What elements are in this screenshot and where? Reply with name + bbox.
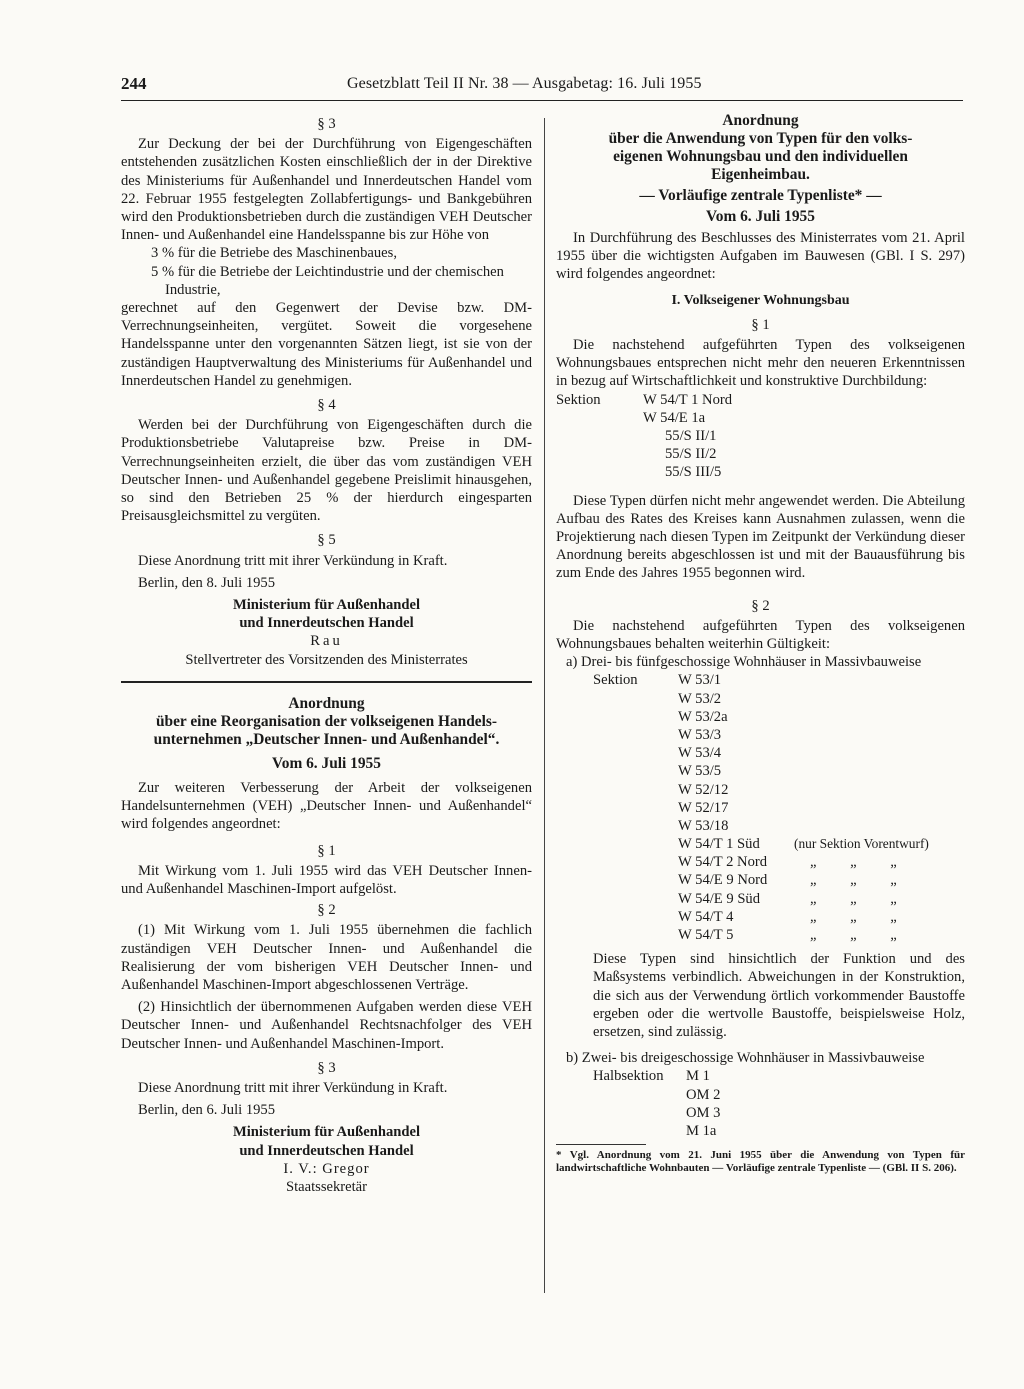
list-item: 5 % für die Betriebe der Leichtindustrie und der chemischen Industrie, <box>151 263 504 298</box>
section-heading: § 2 <box>751 597 770 614</box>
column-divider <box>544 118 545 1293</box>
page-number: 244 <box>121 74 147 93</box>
section-heading: § 1 <box>751 316 770 333</box>
section-divider <box>121 681 532 683</box>
paragraph: (2) Hinsichtlich der übernommenen Aufgaben werden diese VEH Deutscher Innen- und Außenhandel Rechtsnachfolger des VEH Deutscher Innen- und Außenhandel Maschinen-Import. <box>121 999 532 1052</box>
type-entry: 55/S III/5 <box>665 464 722 481</box>
type-note: „ „ „ <box>810 872 897 889</box>
header-rule <box>121 100 963 101</box>
type-list <box>556 671 965 944</box>
type-list <box>556 1067 965 1140</box>
ordinance-date: Vom 6. Juli 1955 <box>706 208 815 225</box>
page-header <box>121 74 964 100</box>
type-entry: W 54/T 5 <box>678 927 734 944</box>
type-entry: W 52/17 <box>678 799 729 816</box>
footnote-rule <box>556 1144 646 1145</box>
type-note: „ „ „ <box>810 854 897 871</box>
type-entry: 55/S II/2 <box>665 446 717 463</box>
type-entry: W 54/T 1 Süd <box>678 836 760 853</box>
signer-title: Stellvertreter des Vorsitzenden des Ministerrates <box>185 651 468 668</box>
section-heading: § 3 <box>317 1059 336 1076</box>
type-entry: W 53/3 <box>678 726 722 743</box>
place-date: Berlin, den 8. Juli 1955 <box>138 574 276 591</box>
list-label: Sektion <box>556 391 601 408</box>
type-entry: W 54/E 9 Nord <box>678 872 768 889</box>
running-title: Gesetzblatt Teil II Nr. 38 — Ausgabetag: 16. Juli 1955 <box>347 75 702 92</box>
type-note: (nur Sektion Vorentwurf) <box>794 836 929 852</box>
signer-name: Rau <box>310 633 343 650</box>
paragraph: Werden bei der Durchführung von Eigengeschäften durch die Produktionsbetriebe Valutapreise bzw. Preise in DM-Verrechnungseinheiten erzielt, die über das vom zuständigen VEH Deutscher Innen- und Außenhandel gegebene Preislimit hinausgehen, so sind den Betrieben 25 % der hierdurch eingesparten Preisausgleichsmittel zu vergüten. <box>121 417 532 525</box>
type-note: „ „ „ <box>810 908 897 925</box>
ordinance-title: über eine Reorganisation der volkseigenen Handels- <box>155 712 498 730</box>
type-entry: W 53/2 <box>678 690 722 707</box>
section-heading: § 1 <box>317 842 336 859</box>
paragraph: Zur weiteren Verbesserung der Arbeit der volkseigenen Handelsunternehmen (VEH) „Deutscher Innen- und Außenhandel“ wird folgendes angeordnet: <box>121 779 532 833</box>
type-entry: 55/S II/1 <box>665 428 717 444</box>
right-column <box>556 112 965 1174</box>
paragraph: In Durchführung des Beschlusses des Ministerrates vom 21. April 1955 über die wichtigsten Aufgaben im Bauwesen (GBl. I S. 297) wird folgendes angeordnet: <box>556 230 965 283</box>
paragraph: Diese Typen dürfen nicht mehr angewendet werden. Die Abteilung Aufbau des Rates des Kreises kann Ausnahmen zulassen, wenn die Projektierung nach diesen Typen im Zeitpunkt der Verkündung dieser Anordnung bereits abgeschlossen ist und mit der Bauausführung bis zum Ende des Jahres 1955 begonnen wird. <box>556 492 965 582</box>
paragraph: Die nachstehend aufgeführten Typen des volkseigenen Wohnungsbaues behalten weiterhin Gültigkeit: <box>556 617 965 652</box>
section-heading: § 3 <box>317 116 336 132</box>
signer-title: Staatssekretär <box>285 1178 368 1195</box>
signer-name: I. V.: Gregor <box>283 1160 370 1177</box>
list-item: b) Zwei- bis dreigeschossige Wohnhäuser in Massivbauweise <box>566 1050 925 1067</box>
type-entry: W 54/T 1 Nord <box>643 391 733 408</box>
part-heading: I. Volkseigener Wohnungsbau <box>671 292 850 308</box>
list-label: Sektion <box>593 672 638 689</box>
type-entry: M 1a <box>686 1122 717 1139</box>
ordinance-subtitle: — Vorläufige zentrale Typenliste* — <box>639 187 882 204</box>
type-entry: W 53/4 <box>678 745 722 762</box>
ordinance-title: Anordnung <box>288 694 365 712</box>
paragraph: gerechnet auf den Gegenwert der Devise bzw. DM-Verrechnungseinheiten, vergütet. Soweit die vorgesehene Handelsspanne unter den vorgenannten Sätzen liegt, ist sie von der zuständigen Hauptverwaltung des Ministeriums für Außenhandel und Innerdeutschen Handel zu genehmigen. <box>121 300 532 389</box>
list-label: Halbsektion <box>593 1068 664 1085</box>
type-entry: OM 2 <box>686 1086 721 1103</box>
list-item: a) Drei- bis fünfgeschossige Wohnhäuser in Massivbauweise <box>566 654 922 671</box>
section-heading: § 5 <box>317 532 336 549</box>
type-entry: W 52/12 <box>678 781 729 798</box>
ministry-name: und Innerdeutschen Handel <box>239 615 414 632</box>
type-entry: M 1 <box>686 1068 710 1085</box>
type-entry: W 54/T 4 <box>678 908 734 925</box>
type-note: „ „ „ <box>810 927 897 944</box>
type-entry: W 53/18 <box>678 817 729 834</box>
place-date: Berlin, den 6. Juli 1955 <box>138 1102 276 1119</box>
section-heading: § 4 <box>317 397 336 414</box>
paragraph: Mit Wirkung vom 1. Juli 1955 wird das VEH Deutscher Innen- und Außenhandel Maschinen-Import aufgelöst. <box>121 862 532 897</box>
type-entry: OM 3 <box>686 1104 721 1121</box>
ordinance-title: eigenen Wohnungsbau und den individuellen <box>613 148 908 165</box>
ministry-name: und Innerdeutschen Handel <box>239 1142 414 1159</box>
left-column <box>121 112 532 1196</box>
ministry-name: Ministerium für Außenhandel <box>232 1124 421 1141</box>
type-entry: W 53/1 <box>678 672 722 689</box>
ordinance-title: Anordnung <box>722 112 799 129</box>
paragraph: Diese Typen sind hinsichtlich der Funktion und des Maßsystems verbindlich. Abweichungen in der Konstruktion, die sich aus der Verwendung örtlich vorkommender Baustoffe ergeben oder die wertvolle Baustoffe, beispielsweise Holz, ersetzen, sind zulässig. <box>593 951 965 1041</box>
footnote: * Vgl. Anordnung vom 21. Juni 1955 über die Anwendung von Typen für landwirtschaftliche Wohnbauten — Vorläufige zentrale Typenliste — (GBl. II S. 206). <box>556 1149 965 1174</box>
type-entry: W 53/5 <box>678 763 722 780</box>
paragraph: Die nachstehend aufgeführten Typen des volkseigenen Wohnungsbaues entsprechen nicht mehr den neueren Erkenntnissen in bezug auf Wirtschaftlichkeit und konstruktive Durchbildung: <box>556 337 965 390</box>
ordinance-title: über die Anwendung von Typen für den volks- <box>608 130 913 147</box>
paragraph: (1) Mit Wirkung vom 1. Juli 1955 übernehmen die fachlich zuständigen VEH Deutscher Innen- und Außenhandel die Realisierung der vom bisherigen VEH Deutscher Innen- und Außenhandel Maschinen-Import abgeschlossenen Verträge. <box>121 922 532 993</box>
ministry-name: Ministerium für Außenhandel <box>232 597 421 614</box>
type-entry: W 54/E 9 Süd <box>678 890 761 907</box>
ordinance-title: Eigenheimbau. <box>711 166 810 183</box>
type-list <box>556 391 965 482</box>
type-entry: W 53/2a <box>678 708 728 725</box>
list-item: 3 % für die Betriebe des Maschinenbaues, <box>151 245 397 262</box>
paragraph: Diese Anordnung tritt mit ihrer Verkündung in Kraft. <box>138 552 448 569</box>
ordinance-title: unternehmen „Deutscher Innen- und Außenhandel“. <box>153 730 500 748</box>
paragraph: Zur Deckung der bei der Durchführung von Eigengeschäften entstehenden zusätzlichen Kosten einschließlich der in der Direktive des Ministeriums für Außenhandel und Innerdeutschen Handel vom 22. Februar 1955 festgelegten Zollabfertigungs- und Bankgebühren wird den Produktionsbetrieben durch die zuständigen VEH Deutscher Innen- und Außenhandel eine Handelsspanne bis zur Höhe von <box>121 136 532 244</box>
paragraph: Diese Anordnung tritt mit ihrer Verkündung in Kraft. <box>138 1079 448 1096</box>
type-entry: W 54/T 2 Nord <box>678 854 768 871</box>
type-entry: W 54/E 1a <box>643 409 706 426</box>
ordinance-date: Vom 6. Juli 1955 <box>272 754 381 772</box>
section-heading: § 2 <box>317 902 336 919</box>
type-note: „ „ „ <box>810 890 897 907</box>
